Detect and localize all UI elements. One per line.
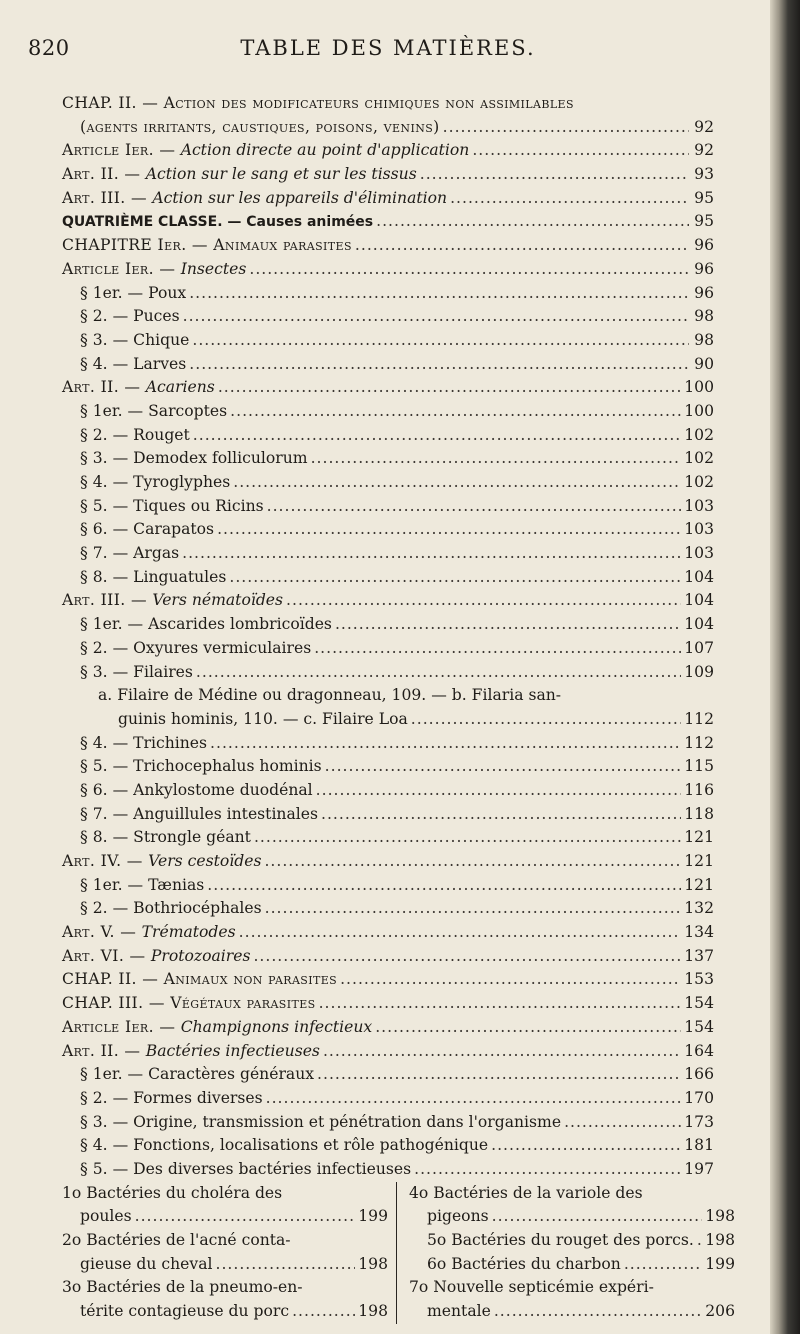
toc-entry-art1-insectes: [62, 258, 714, 282]
toc-entry-quatrieme-classe: [62, 210, 714, 234]
toc-entry-s5-trichocephalus: [62, 755, 714, 779]
entry-title: Action sur les appareils d'élimination: [152, 188, 448, 207]
bacteria-column-left: [62, 1182, 397, 1324]
entry-prefix: § 3. —: [80, 662, 134, 681]
toc-entry-s6-ankylostome: [62, 779, 714, 803]
entry-prefix: Art. V. —: [62, 923, 142, 942]
entry-title: Action sur le sang et sur les tissus: [145, 165, 417, 184]
toc-entry-s3-chique: [62, 329, 714, 353]
toc-entry-s5-diverses: [62, 1158, 714, 1182]
running-title: TABLE DES MATIÈRES.: [240, 36, 536, 60]
page-ref: 137: [684, 946, 714, 965]
page-ref: 132: [684, 899, 714, 918]
entry-prefix: § 2. —: [80, 1088, 134, 1107]
toc-entry-s1-taenias: [62, 874, 714, 898]
page-ref: 103: [684, 544, 714, 563]
bacteria-entry-b1-cont: poules ..... 199: [62, 1205, 388, 1229]
entry-prefix: § 5. —: [80, 1159, 134, 1178]
entry-title: Linguatules: [133, 567, 227, 586]
entry-title: Vers nématoïdes: [152, 591, 284, 610]
entry-title: Argas: [133, 544, 180, 563]
entry-title: Filaires: [133, 662, 193, 681]
toc-entry-art2-bacteries: [62, 1040, 714, 1064]
toc-entry-s2-formes: [62, 1087, 714, 1111]
page-ref: 100: [684, 378, 714, 397]
toc-entry-s7-argas: [62, 542, 714, 566]
toc-entry-s3-demodex: [62, 447, 714, 471]
entry-prefix: QUATRIÈME CLASSE. —: [62, 214, 247, 231]
entry-title: Rouget: [133, 425, 190, 444]
bacteria-entry-b7: 7o Nouvelle septicémie expéri-: [409, 1278, 654, 1297]
entry-title: Trichines: [133, 733, 208, 752]
entry-title: Origine, transmission et pénétration dans l'organisme: [133, 1112, 562, 1131]
toc-entry-s7-anguillules: [62, 803, 714, 827]
toc-entry-art6-protozoaires: [62, 945, 714, 969]
page-ref: 198: [705, 1231, 735, 1249]
entry-title: Vers cestoïdes: [148, 852, 262, 870]
bacteria-entry-b2-cont: gieuse du cheval ..... 198: [62, 1253, 388, 1277]
entry-title: Acariens: [145, 378, 215, 397]
bacteria-columns: [62, 1182, 735, 1324]
toc-entry-art5-trematodes: [62, 921, 714, 945]
bacteria-entry-b1: 1o Bactéries du choléra des: [62, 1183, 283, 1202]
page-ref: 93: [694, 165, 714, 184]
toc-entry-chap1-parasites: [62, 234, 714, 258]
page-ref: 92: [694, 117, 714, 136]
entry-title: Tyroglyphes: [133, 473, 231, 491]
bacteria-entry-b7-cont: mentale ..... 206: [409, 1300, 735, 1324]
page-ref: 206: [705, 1302, 735, 1321]
page-ref: 100: [684, 401, 714, 420]
entry-title: Tiques ou Ricins: [133, 496, 264, 515]
entry-title: Ascarides lombricoïdes: [148, 615, 332, 634]
toc-entry-s2-oxyures: [62, 637, 714, 661]
toc-entry-s2-bothriocephales: [62, 897, 714, 921]
entry-prefix: § 1er. —: [80, 1065, 149, 1084]
entry-prefix: Article Ier. —: [62, 1017, 181, 1036]
page-ref: 121: [684, 875, 714, 894]
page-ref: 198: [358, 1254, 388, 1273]
entry-prefix: Art. III. —: [62, 591, 153, 610]
page-ref: 109: [684, 662, 714, 681]
entry-title: Chique: [133, 330, 190, 349]
entry-prefix: § 8. —: [80, 567, 134, 586]
toc-entry-s1-poux: [62, 282, 714, 306]
entry-prefix: CHAP. III. —: [62, 994, 171, 1013]
entry-prefix: § 5. —: [80, 757, 134, 776]
toc-entry-art1-action-directe: [62, 139, 714, 163]
page-ref: 154: [684, 1017, 714, 1036]
page-ref: 95: [694, 188, 714, 207]
toc-entry-s2-rouget: [62, 424, 714, 448]
bacteria-column-right: [397, 1182, 735, 1324]
entry-prefix: § 1er. —: [80, 401, 149, 420]
entry-title: Animaux parasites: [213, 236, 352, 255]
page-ref: 164: [684, 1041, 714, 1060]
entry-prefix: § 3. —: [80, 1112, 134, 1131]
entry-prefix: Art. III. —: [62, 188, 153, 207]
entry-title: Poux: [148, 283, 187, 302]
entry-prefix: § 2. —: [80, 638, 134, 657]
entry-title: Trichocephalus hominis: [133, 757, 322, 776]
entry-prefix: CHAP. II. —: [62, 970, 164, 989]
bacteria-entry-b6: 6o Bactéries du charbon ..... 199: [409, 1253, 735, 1277]
book-binding-edge: [770, 0, 800, 1334]
entry-title: Sarcoptes: [148, 401, 228, 420]
bacteria-entry-b3: 3o Bactéries de la pneumo-en-: [62, 1278, 303, 1297]
entry-prefix: § 6. —: [80, 520, 134, 539]
page-ref: 153: [684, 970, 714, 989]
entry-prefix: § 4. —: [80, 354, 134, 373]
page-ref: 115: [684, 757, 714, 776]
page-ref: 121: [684, 828, 714, 847]
entry-prefix: § 2. —: [80, 899, 134, 918]
entry-title: Demodex folliculorum: [133, 449, 308, 468]
entry-title: Bothriocéphales: [133, 899, 262, 918]
entry-title: Des diverses bactéries infectieuses: [133, 1159, 412, 1178]
toc-entry-chap2-non-parasites: [62, 968, 714, 992]
toc-entry-art3-nematoides: [62, 589, 714, 613]
entry-prefix: § 4. —: [80, 1136, 134, 1155]
entry-prefix: Art. VI. —: [62, 946, 151, 965]
entry-prefix: § 1er. —: [80, 283, 149, 302]
entry-title: Ankylostome duodénal: [133, 780, 313, 799]
page-ref: 107: [684, 638, 714, 657]
page-ref: 103: [684, 520, 714, 539]
filaires-note-line1: a. Filaire de Médine ou dragonneau, 109. — b. Filaria san-: [98, 686, 562, 705]
entry-prefix: § 3. —: [80, 449, 134, 468]
toc-entry-art2-acariens: [62, 376, 714, 400]
page-header: [28, 36, 748, 66]
page-ref: 102: [684, 473, 714, 491]
bacteria-entry-b2: 2o Bactéries de l'acné conta-: [62, 1231, 291, 1249]
table-of-contents: [62, 92, 735, 1324]
entry-title: Champignons infectieux: [180, 1017, 373, 1036]
toc-entry-art4-cestoides: [62, 850, 714, 874]
entry-prefix: Art. IV. —: [62, 852, 149, 870]
toc-entry-s8-strongle: [62, 826, 714, 850]
entry-prefix: § 2. —: [80, 425, 134, 444]
page-ref: 96: [694, 283, 714, 302]
entry-title: Formes diverses: [133, 1088, 263, 1107]
toc-group-b: [62, 732, 714, 1182]
page-ref: 98: [694, 307, 714, 326]
toc-entry-s3-origine: [62, 1111, 714, 1135]
entry-prefix: § 7. —: [80, 804, 134, 823]
page-ref: 104: [684, 567, 714, 586]
bacteria-entry-b4: 4o Bactéries de la variole des: [409, 1183, 643, 1202]
page-ref: 118: [684, 804, 714, 823]
entry-prefix: § 1er. —: [80, 875, 149, 894]
toc-entry-art1-champignons: [62, 1016, 714, 1040]
entry-title: Fonctions, localisations et rôle pathogénique: [133, 1136, 489, 1155]
page-ref: 92: [694, 141, 714, 160]
toc-group-a: [62, 92, 714, 684]
entry-prefix: Art. II. —: [62, 165, 146, 184]
entry-prefix: § 3. —: [80, 330, 134, 349]
page-ref: 134: [684, 923, 714, 942]
entry-prefix: CHAP. II. —: [62, 94, 164, 112]
entry-prefix: § 7. —: [80, 544, 134, 563]
page-ref: 198: [358, 1302, 388, 1321]
entry-title: Carapatos: [133, 520, 215, 539]
page-ref: 199: [358, 1207, 388, 1226]
page-ref: 198: [705, 1207, 735, 1226]
entry-prefix: § 1er. —: [80, 615, 149, 634]
filaires-note-line2: guinis hominis, 110. — c. Filaire Loa ..... 112: [62, 708, 714, 732]
page-ref: 166: [684, 1065, 714, 1084]
page-ref: 154: [684, 994, 714, 1013]
bacteria-entry-b4-cont: pigeons ..... 198: [409, 1205, 735, 1229]
entry-title: Larves: [133, 354, 187, 373]
page-ref: 104: [684, 615, 714, 634]
entry-title: Oxyures vermiculaires: [133, 638, 312, 657]
entry-prefix: § 5. —: [80, 496, 134, 515]
toc-entry-s2-puces: [62, 305, 714, 329]
page-ref: 90: [694, 354, 714, 373]
toc-entry-s4-fonctions: [62, 1134, 714, 1158]
page-ref: 103: [684, 496, 714, 515]
entry-prefix: § 8. —: [80, 828, 134, 847]
page-number: 820: [28, 36, 70, 60]
entry-title: Végétaux parasites: [170, 994, 316, 1013]
entry-title: (agents irritants, caustiques, poisons, venins): [80, 117, 440, 136]
toc-entry-s5-tiques: [62, 495, 714, 519]
entry-prefix: § 2. —: [80, 307, 134, 326]
page-ref: 102: [684, 425, 714, 444]
toc-entry-s4-larves: [62, 353, 714, 377]
page-ref: 104: [684, 591, 714, 610]
toc-entry-chap2-head-2: [62, 116, 714, 140]
entry-title: Action directe au point d'application: [180, 141, 470, 160]
page-ref: 173: [684, 1112, 714, 1131]
entry-title: Protozoaires: [150, 946, 251, 965]
page-ref: 102: [684, 449, 714, 468]
entry-prefix: § 4. —: [80, 733, 134, 752]
toc-entry-s1-ascarides: [62, 613, 714, 637]
page-ref: 181: [684, 1136, 714, 1155]
page-ref: 121: [684, 852, 714, 870]
entry-title: Caractères généraux: [148, 1065, 315, 1084]
page-ref: 96: [694, 236, 714, 255]
page-ref: 98: [694, 330, 714, 349]
toc-entry-chap3-vegetaux: [62, 992, 714, 1016]
entry-title: Action des modificateurs chimiques non assimilables: [163, 94, 574, 112]
entry-prefix: Article Ier. —: [62, 259, 181, 278]
entry-prefix: Article Ier. —: [62, 141, 181, 160]
page-ref: 197: [684, 1159, 714, 1178]
entry-prefix: § 6. —: [80, 780, 134, 799]
page-ref: 199: [705, 1254, 735, 1273]
toc-entry-art2-sang: [62, 163, 714, 187]
toc-entry-s1-sarcoptes: [62, 400, 714, 424]
page-ref: 170: [684, 1088, 714, 1107]
page-ref: 96: [694, 259, 714, 278]
page-ref: 116: [684, 780, 714, 799]
bacteria-entry-b3-cont: térite contagieuse du porc ..... 198: [62, 1300, 388, 1324]
entry-title: Causes animées: [246, 214, 374, 231]
entry-title: Tænias: [148, 875, 205, 894]
entry-title: Anguillules intestinales: [133, 804, 318, 823]
toc-entry-s8-linguatules: [62, 566, 714, 590]
entry-title: Insectes: [180, 259, 247, 278]
page-ref: 95: [694, 212, 714, 231]
toc-entry-art3-elimination: [62, 187, 714, 211]
entry-title: Trématodes: [141, 923, 236, 942]
bacteria-entry-b5: 5o Bactéries du rouget des porcs. ..... 198: [409, 1229, 735, 1253]
page-ref: 112: [684, 733, 714, 752]
entry-prefix: CHAPITRE Ier. —: [62, 236, 214, 255]
toc-entry-chap2-head: [62, 92, 714, 116]
entry-title: Puces: [133, 307, 180, 326]
toc-entry-s6-carapatos: [62, 518, 714, 542]
entry-prefix: Art. II. —: [62, 378, 146, 397]
entry-prefix: Art. II. —: [62, 1041, 146, 1060]
toc-entry-s1-caracteres: [62, 1063, 714, 1087]
toc-entry-s3-filaires: [62, 661, 714, 685]
entry-title: Animaux non parasites: [163, 970, 338, 989]
entry-title: Bactéries infectieuses: [145, 1041, 320, 1060]
entry-prefix: § 4. —: [80, 473, 134, 491]
toc-entry-s4-trichines: [62, 732, 714, 756]
entry-title: Strongle géant: [133, 828, 251, 847]
toc-entry-s4-tyroglyphes: [62, 471, 714, 495]
page-ref: 112: [684, 709, 714, 728]
